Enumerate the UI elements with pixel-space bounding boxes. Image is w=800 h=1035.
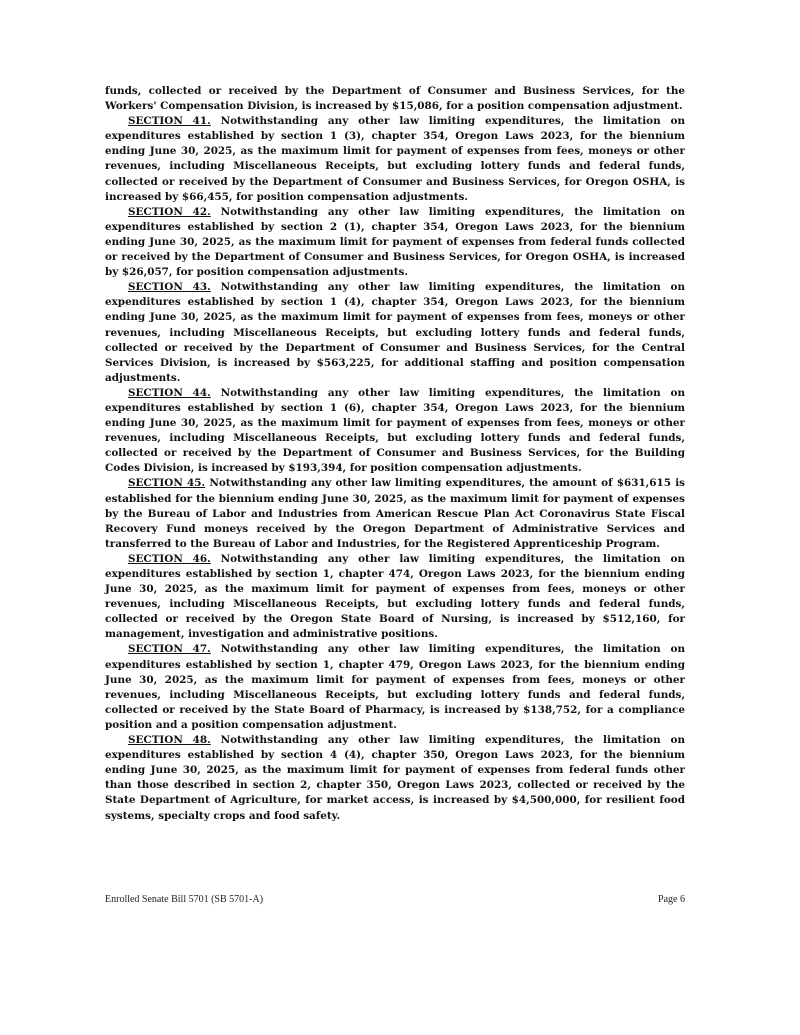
section-46-label: SECTION 46. [128,552,211,565]
section-41-text: Notwithstanding any other law limiting expenditures, the limitation on expenditures established by section 1 (3), chapter 354, Oregon Laws 2023, for the biennium ending June 30, 2025, as the maximum limit for payment of expenses from fees, moneys or other revenues, including Miscellaneous Receipts, but excluding lottery funds and federal funds, collected or received by the Department of Consumer and Business Services, for Oregon OSHA, is increased by $66,455, for position compensation adjustments. [105,115,685,203]
section-46-text: Notwithstanding any other law limiting expenditures, the limitation on expenditures established by section 1, chapter 474, Oregon Laws 2023, for the biennium ending June 30, 2025, as the maximum limit for payment of expenses from fees, moneys or other revenues, including Miscellaneous Receipts, but excluding lottery funds and federal funds, collected or received by the Oregon State Board of Nursing, is increased by $512,160, for management, investigation and administrative positions. [105,552,685,641]
section-48-text: Notwithstanding any other law limiting expenditures, the limitation on expenditures established by section 4 (4), chapter 350, Oregon Laws 2023, for the biennium ending June 30, 2025, as the maximum limit for payment of expenses from federal funds other than those described in section 2, chapter 350, Oregon Laws 2023, collected or received by the State Department of Agriculture, for market access, is increased by $4,500,000, for resilient food systems, specialty crops and food safety. [105,734,685,822]
section-47-paragraph [105,642,685,733]
section-47-label: SECTION 47. [128,643,211,656]
section-47-text: Notwithstanding any other law limiting expenditures, the limitation on expenditures established by section 1, chapter 479, Oregon Laws 2023, for the biennium ending June 30, 2025, as the maximum limit for payment of expenses from fees, moneys or other revenues, including Miscellaneous Receipts, but excluding lottery funds and federal funds, collected or received by the State Board of Pharmacy, is increased by $138,752, for a compliance position and a position compensation adjustment. [105,643,685,731]
page-footer [105,894,685,905]
continuation-paragraph: funds, collected or received by the Department of Consumer and Business Services, for the Workers' Compensation Division, is increased by $15,086, for a position compensation adjustment. [105,85,685,113]
section-48-paragraph [105,733,685,824]
section-46-paragraph [105,552,685,643]
footer-bill-title: Enrolled Senate Bill 5701 (SB 5701-A) [105,894,264,905]
section-44-text: Notwithstanding any other law limiting expenditures, the limitation on expenditures established by section 1 (6), chapter 354, Oregon Laws 2023, for the biennium ending June 30, 2025, as the maximum limit for payment of expenses from fees, moneys or other revenues, including Miscellaneous Receipts, but excluding lottery funds and federal funds, collected or received by the Department of Consumer and Business Services, for the Building Codes Division, is increased by $193,394, for position compensation adjustments. [105,386,685,475]
footer-page-number: Page 6 [658,894,685,905]
section-42-label: SECTION 42. [128,205,211,218]
section-43-text: Notwithstanding any other law limiting expenditures, the limitation on expenditures established by section 1 (4), chapter 354, Oregon Laws 2023, for the biennium ending June 30, 2025, as the maximum limit for payment of expenses from fees, moneys or other revenues, including Miscellaneous Receipts, but excluding lottery funds and federal funds, collected or received by the Department of Consumer and Business Services, for the Central Services Division, is increased by $563,225, for additional staffing and position compensation adjustments. [105,281,685,384]
section-41-label: SECTION 41. [128,115,211,128]
section-44-label: SECTION 44. [128,386,211,399]
section-45-paragraph [105,476,685,551]
bill-body [105,84,685,824]
section-41-paragraph [105,114,685,205]
section-42-paragraph [105,205,685,280]
section-43-paragraph [105,280,685,386]
section-45-text: Notwithstanding any other law limiting expenditures, the amount of $631,615 is established for the biennium ending June 30, 2025, as the maximum limit for payment of expenses by the Bureau of Labor and Industries from American Rescue Plan Act Coronavirus State Fiscal Recovery Fund moneys received by the Oregon Department of Administrative Services and transferred to the Bureau of Labor and Industries, for the Registered Apprenticeship Program. [105,477,685,550]
section-43-label: SECTION 43. [128,281,211,294]
section-42-text: Notwithstanding any other law limiting expenditures, the limitation on expenditures established by section 2 (1), chapter 354, Oregon Laws 2023, for the biennium ending June 30, 2025, as the maximum limit for payment of expenses from federal funds collected or received by the Department of Consumer and Business Services, for Oregon OSHA, is increased by $26,057, for position compensation adjustments. [105,205,685,279]
section-44-paragraph [105,386,685,477]
section-45-label: SECTION 45. [128,477,206,490]
section-48-label: SECTION 48. [128,734,211,747]
